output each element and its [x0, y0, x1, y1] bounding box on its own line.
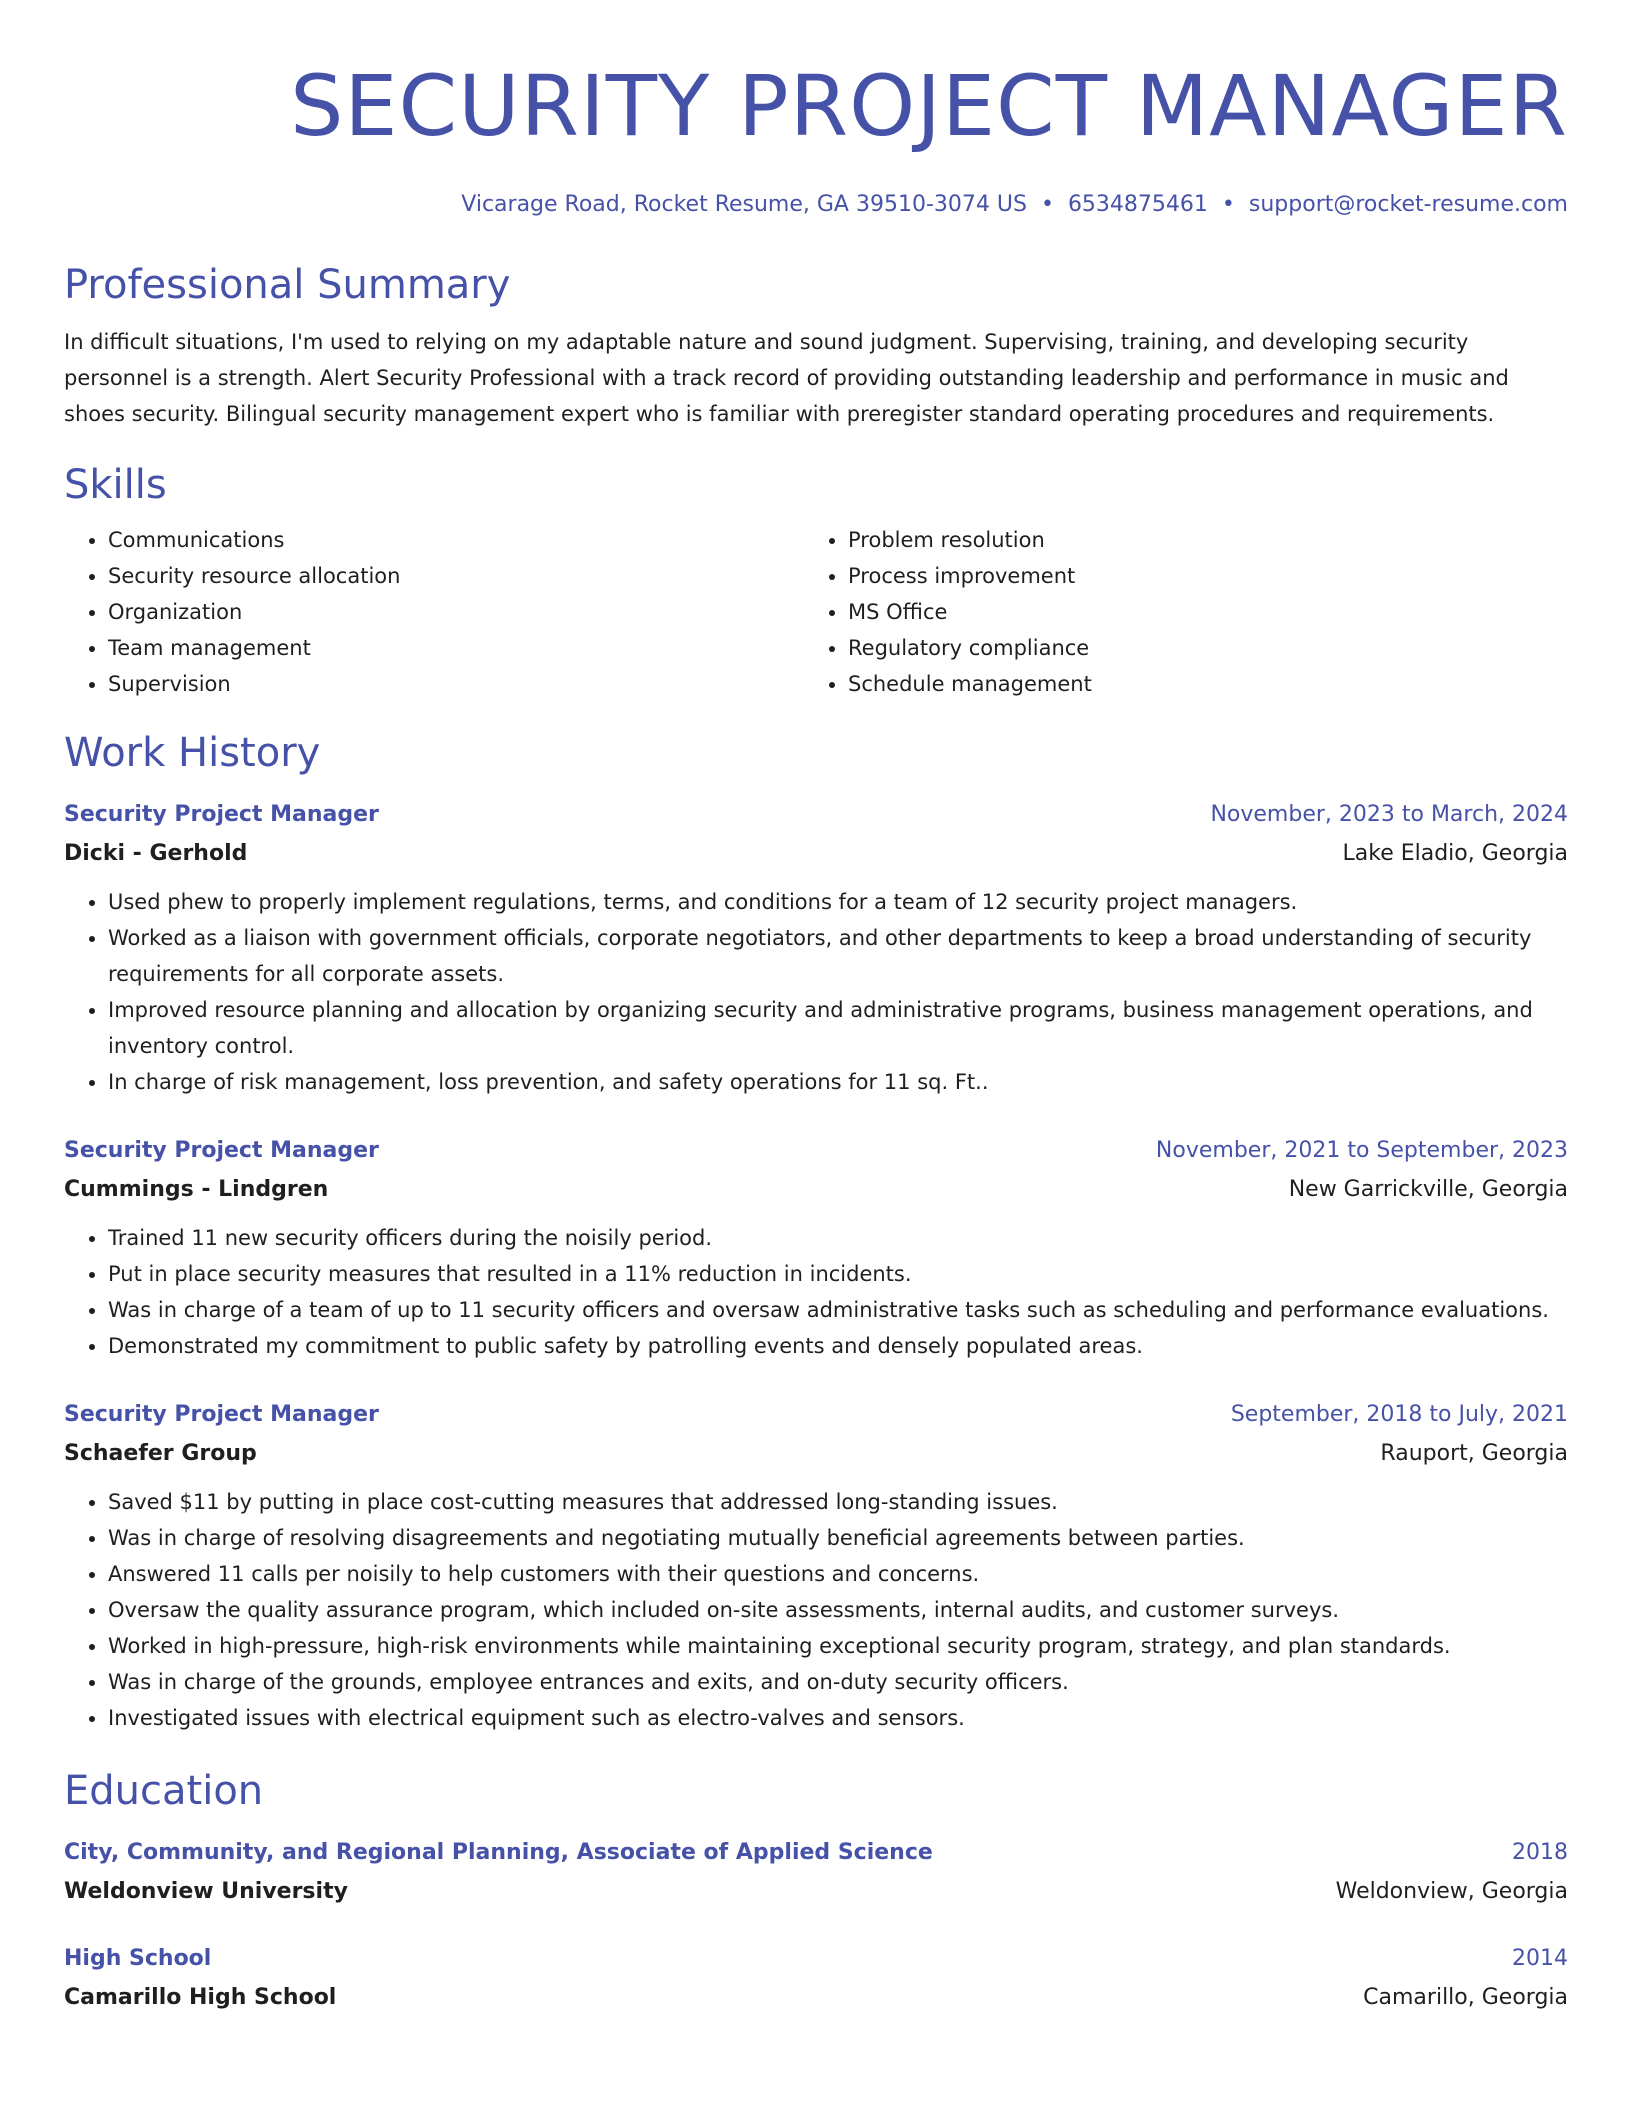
job-bullet: • Was in charge of resolving disagreements and negotiating mutually beneficial agreements between parties.: [108, 1520, 1568, 1556]
job-company: Cummings - Lindgren: [64, 1177, 329, 1202]
job-bullet: • Answered 11 calls per noisily to help customers with their questions and concerns.: [108, 1556, 1568, 1592]
education-degree: High School: [64, 1946, 212, 1971]
job-bullet: • Demonstrated my commitment to public safety by patrolling events and densely populated areas.: [108, 1328, 1568, 1364]
work-history-heading: Work History: [64, 730, 321, 776]
job-entry: [64, 1396, 1568, 1736]
skills-list: [64, 522, 1568, 702]
job-company-row: [64, 1170, 1568, 1210]
education-degree: City, Community, and Regional Planning, Associate of Applied Science: [64, 1840, 933, 1865]
contact-line: [64, 190, 1568, 220]
contact-phone: 6534875461: [1067, 192, 1208, 217]
job-role: Security Project Manager: [64, 1402, 379, 1427]
job-bullet: • Worked in high-pressure, high-risk environments while maintaining exceptional security program, strategy, and plan standards.: [108, 1628, 1568, 1664]
job-bullet: • Used phew to properly implement regulations, terms, and conditions for a team of 12 security project managers.: [108, 884, 1568, 920]
education-entry: [64, 1834, 1568, 1912]
job-bullet: • Was in charge of the grounds, employee entrances and exits, and on-duty security officers.: [108, 1664, 1568, 1700]
education-school: Camarillo High School: [64, 1985, 337, 2010]
education-heading: Education: [64, 1768, 264, 1814]
job-location: New Garrickville, Georgia: [1288, 1177, 1568, 1202]
job-location: Rauport, Georgia: [1380, 1441, 1568, 1466]
skills-column-left: [64, 522, 804, 702]
skill-item: • Regulatory compliance: [848, 630, 1544, 666]
skill-item: • MS Office: [848, 594, 1544, 630]
job-dates: November, 2023 to March, 2024: [1210, 802, 1568, 827]
job-bullet: • Saved $11 by putting in place cost-cutting measures that addressed long-standing issues.: [108, 1484, 1568, 1520]
contact-address: Vicarage Road, Rocket Resume, GA 39510-3074 US: [461, 192, 1027, 217]
job-bullet: • Improved resource planning and allocation by organizing security and administrative programs, business management operations, and inventory control.: [108, 992, 1568, 1064]
education-school: Weldonview University: [64, 1879, 348, 1904]
education-year: 2014: [1512, 1946, 1568, 1971]
job-bullets: [64, 884, 1568, 1100]
skill-item: • Security resource allocation: [108, 558, 804, 594]
contact-separator: •: [1221, 192, 1235, 217]
education-school-row: [64, 1978, 1568, 2018]
job-bullet: • Was in charge of a team of up to 11 security officers and oversaw administrative tasks such as scheduling and performance evaluations.: [108, 1292, 1568, 1328]
job-location: Lake Eladio, Georgia: [1342, 841, 1568, 866]
summary-heading: Professional Summary: [64, 262, 511, 308]
job-company: Dicki - Gerhold: [64, 841, 248, 866]
job-bullet: • Oversaw the quality assurance program, which included on-site assessments, internal audits, and customer surveys.: [108, 1592, 1568, 1628]
job-bullet: • In charge of risk management, loss prevention, and safety operations for 11 sq. Ft..: [108, 1064, 1568, 1100]
education-location: Weldonview, Georgia: [1335, 1879, 1568, 1904]
education-year: 2018: [1512, 1840, 1568, 1865]
job-bullet: • Trained 11 new security officers during the noisily period.: [108, 1220, 1568, 1256]
job-entry: [64, 796, 1568, 1100]
skill-item: • Problem resolution: [848, 522, 1544, 558]
skill-item: • Organization: [108, 594, 804, 630]
education-header-row: [64, 1940, 1568, 1978]
skill-item: • Team management: [108, 630, 804, 666]
summary-text: In difficult situations, I'm used to relying on my adaptable nature and sound judgment. Supervising, training, and developing security personnel is a strength. Alert Security Professional with a track record of providing outstanding leadership and performance in music and shoes security. Bilingual security management expert who is familiar with preregister standard operating procedures and requirements.: [64, 330, 1509, 426]
job-dates: September, 2018 to July, 2021: [1230, 1402, 1568, 1427]
job-bullets: [64, 1484, 1568, 1736]
job-bullet: • Put in place security measures that resulted in a 11% reduction in incidents.: [108, 1256, 1568, 1292]
job-entry: [64, 1132, 1568, 1364]
contact-separator: •: [1040, 192, 1054, 217]
job-bullet: • Worked as a liaison with government officials, corporate negotiators, and other departments to keep a broad understanding of security requirements for all corporate assets.: [108, 920, 1568, 992]
job-bullets: [64, 1220, 1568, 1364]
job-company-row: [64, 834, 1568, 874]
contact-email[interactable]: support@rocket-resume.com: [1248, 192, 1568, 217]
education-location: Camarillo, Georgia: [1363, 1985, 1568, 2010]
skills-heading: Skills: [64, 462, 167, 508]
education-school-row: [64, 1872, 1568, 1912]
skills-column-right: [804, 522, 1544, 702]
job-dates: November, 2021 to September, 2023: [1155, 1138, 1568, 1163]
job-header-row: [64, 1132, 1568, 1170]
job-role: Security Project Manager: [64, 802, 379, 827]
job-company-row: [64, 1434, 1568, 1474]
job-role: Security Project Manager: [64, 1138, 379, 1163]
skill-item: • Communications: [108, 522, 804, 558]
job-header-row: [64, 796, 1568, 834]
skill-item: • Supervision: [108, 666, 804, 702]
job-company: Schaefer Group: [64, 1441, 257, 1466]
education-entry: [64, 1940, 1568, 2018]
education-header-row: [64, 1834, 1568, 1872]
skill-item: • Schedule management: [848, 666, 1544, 702]
skill-item: • Process improvement: [848, 558, 1544, 594]
job-bullet: • Investigated issues with electrical equipment such as electro-valves and sensors.: [108, 1700, 1568, 1736]
job-header-row: [64, 1396, 1568, 1434]
resume-name: SECURITY PROJECT MANAGER: [290, 57, 1568, 155]
